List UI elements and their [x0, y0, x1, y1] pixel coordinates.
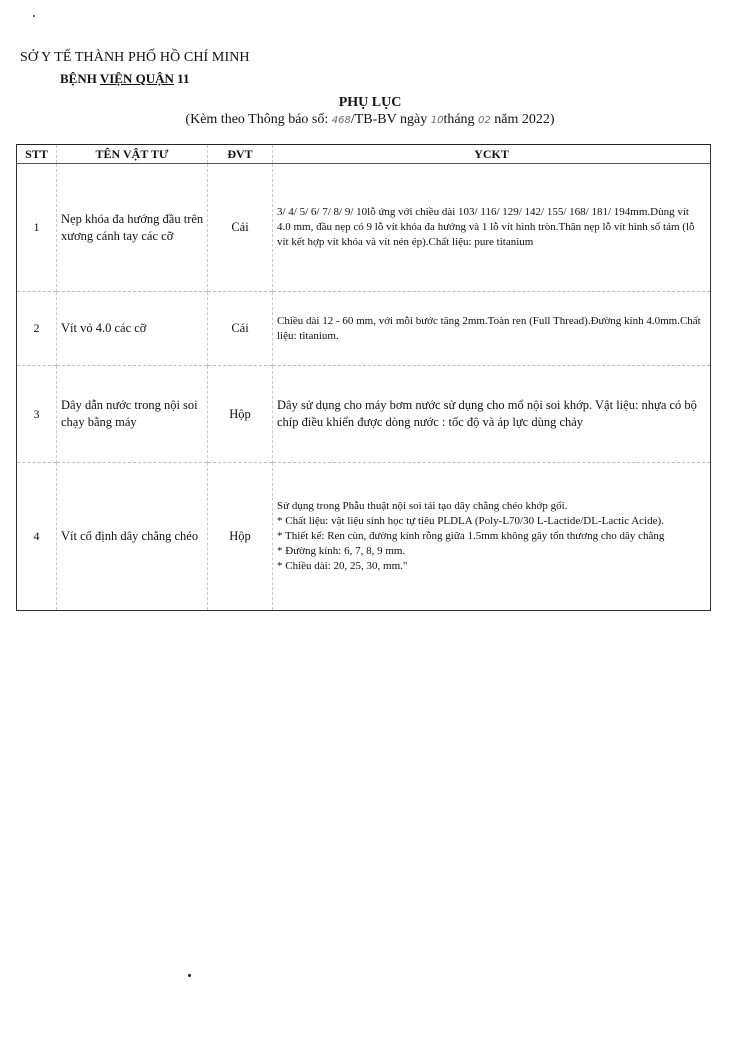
row-name: Nẹp khóa đa hướng đầu trên xương cánh tay các cỡ [57, 164, 208, 292]
spec-line: * Chiều dài: 20, 25, 30, mm." [277, 560, 408, 572]
spec-line: * Thiết kế: Ren cùn, đường kính rỗng giữa 1.5mm không gây tổn thương cho dây chằng [277, 530, 665, 542]
row-stt: 4 [17, 463, 57, 611]
scan-speck [188, 974, 191, 977]
page-subtitle [0, 112, 740, 128]
scan-speck [33, 15, 35, 17]
row-unit: Cái [208, 164, 273, 292]
hospital-name [60, 71, 189, 87]
table-header-row [17, 145, 711, 164]
table-row [17, 164, 711, 292]
row-name: Vít vỏ 4.0 các cỡ [57, 292, 208, 366]
spec-line: * Chất liệu: vật liệu sinh học tự tiêu PLDLA (Poly-L70/30 L-Lactide/DL-Lactic Acide). [277, 515, 664, 527]
spec-line: Sử dụng trong Phẫu thuật nội soi tái tạo dây chằng chéo khớp gối. [277, 500, 568, 512]
page-title: PHỤ LỤC [338, 95, 402, 110]
hospital-underlined: VIỆN QUẬN [99, 71, 174, 86]
row-stt: 3 [17, 366, 57, 463]
row-unit: Hộp [208, 463, 273, 611]
supplies-table [16, 144, 711, 611]
table-row [17, 292, 711, 366]
month-handwritten: 02 [478, 115, 491, 126]
hospital-prefix: BỆNH [60, 71, 100, 86]
table-row [17, 463, 711, 611]
row-stt: 1 [17, 164, 57, 292]
row-spec: Dây sử dụng cho máy bơm nước sử dụng cho mổ nội soi khớp. Vật liệu: nhựa có bộ chíp điều khiển được dòng nước : tốc độ và áp lực dùng chảy [273, 366, 711, 463]
row-stt: 2 [17, 292, 57, 366]
col-header-name: TÊN VẬT TƯ [57, 145, 208, 164]
row-unit: Cái [208, 292, 273, 366]
row-spec [273, 463, 711, 611]
table-row [17, 366, 711, 463]
day-handwritten: 10 [430, 115, 444, 126]
hospital-suffix: 11 [173, 71, 190, 86]
row-name: Dây dẫn nước trong nội soi chạy bằng máy [57, 366, 208, 463]
subtitle-suffix: năm 2022) [490, 112, 555, 127]
row-spec: Chiều dài 12 - 60 mm, với mỗi bước tăng 2mm.Toàn ren (Full Thread).Đường kính 4.0mm.Chất liệu: titanium. [273, 292, 711, 366]
spec-line: * Đường kính: 6, 7, 8, 9 mm. [277, 545, 406, 557]
subtitle-prefix: (Kèm theo Thông báo số: [185, 112, 332, 127]
col-header-stt: STT [17, 145, 57, 164]
row-name: Vít cố định dây chằng chéo [57, 463, 208, 611]
month-label: tháng [443, 112, 479, 127]
subtitle-middle: /TB-BV ngày [350, 112, 431, 127]
row-spec: 3/ 4/ 5/ 6/ 7/ 8/ 9/ 10lỗ ứng với chiều dài 103/ 116/ 129/ 142/ 155/ 168/ 181/ 194mm.Dùng vít 4.0 mm, đầu nẹp có 9 lỗ vít khóa đa hướng và 1 lỗ vít hình tròn.Thân nẹp lỗ vít hình số tám (lỗ vít kết hợp vít khóa và vít nén ép).Chất liệu: pure titanium [273, 164, 711, 292]
doc-number-handwritten: 468 [331, 115, 351, 126]
organization-name: SỞ Y TẾ THÀNH PHỐ HỒ CHÍ MINH [20, 50, 250, 65]
col-header-spec: YCKT [273, 145, 711, 164]
col-header-unit: ĐVT [208, 145, 273, 164]
row-unit: Hộp [208, 366, 273, 463]
